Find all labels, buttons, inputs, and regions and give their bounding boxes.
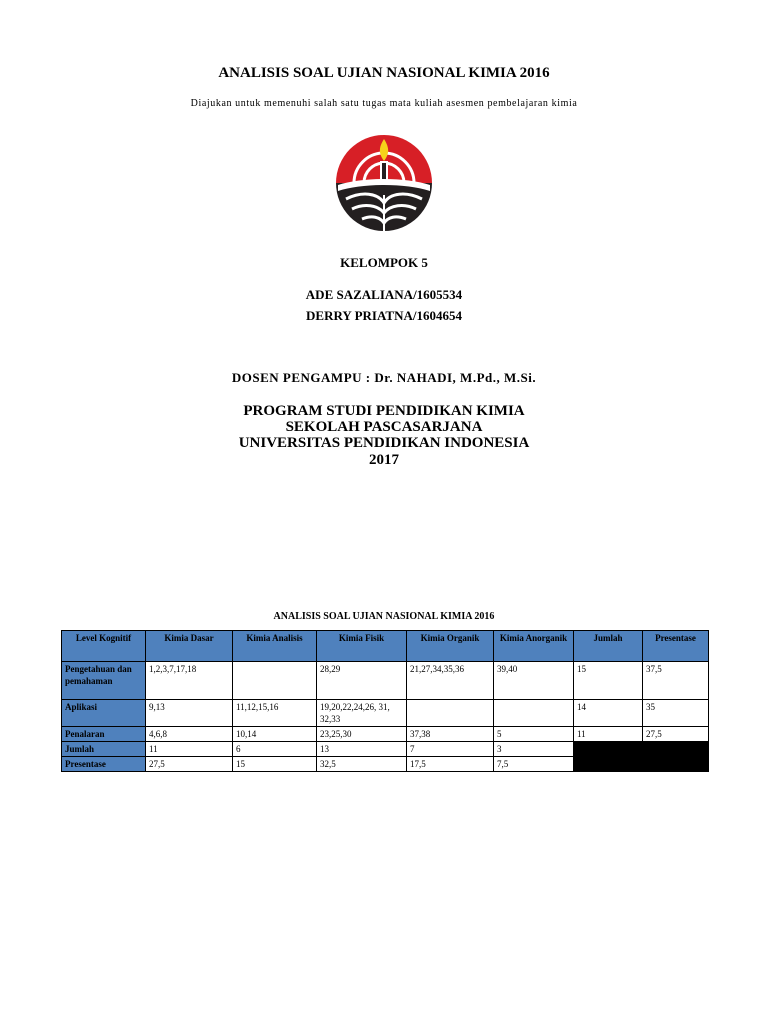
- table-cell: 37,38: [407, 727, 494, 742]
- column-header: Kimia Anorganik: [494, 631, 574, 662]
- table-cell: 11: [574, 727, 643, 742]
- table-cell: 23,25,30: [317, 727, 407, 742]
- table-cell: 13: [317, 742, 407, 757]
- table-cell: 3: [494, 742, 574, 757]
- table-cell: 17,5: [407, 757, 494, 772]
- table-header-row: [62, 631, 709, 662]
- table-row: [62, 742, 709, 757]
- table-cell: 27,5: [146, 757, 233, 772]
- member-name: DERRY PRIATNA/1604654: [306, 308, 462, 323]
- table-cell: 10,14: [233, 727, 317, 742]
- column-header: Kimia Organik: [407, 631, 494, 662]
- table-cell: 27,5: [643, 727, 709, 742]
- table-cell: [494, 700, 574, 727]
- table-row: [62, 700, 709, 727]
- table-row: [62, 662, 709, 700]
- table-cell: 37,5: [643, 662, 709, 700]
- analysis-table: [61, 630, 709, 772]
- table-cell: 15: [574, 662, 643, 700]
- column-header: Level Kognitif: [62, 631, 146, 662]
- table-cell: 7: [407, 742, 494, 757]
- column-header: Presentase: [643, 631, 709, 662]
- row-label: Penalaran: [62, 727, 146, 742]
- table-cell: 39,40: [494, 662, 574, 700]
- document-title: ANALISIS SOAL UJIAN NASIONAL KIMIA 2016: [218, 65, 550, 81]
- document-subtitle: Diajukan untuk memenuhi salah satu tugas mata kuliah asesmen pembelajaran kimia: [190, 98, 578, 109]
- table-cell: 19,20,22,24,26, 31, 32,33: [317, 700, 407, 727]
- row-label: Pengetahuan dan pemahaman: [62, 662, 146, 700]
- table-cell: 9,13: [146, 700, 233, 727]
- column-header: Kimia Analisis: [233, 631, 317, 662]
- upi-emblem-icon: [332, 133, 436, 237]
- row-label: Aplikasi: [62, 700, 146, 727]
- member-name: ADE SAZALIANA/1605534: [305, 287, 463, 302]
- table-cell: 4,6,8: [146, 727, 233, 742]
- table-cell: 15: [233, 757, 317, 772]
- lecturer-line: DOSEN PENGAMPU : Dr. NAHADI, M.Pd., M.Si.: [231, 370, 537, 385]
- table-cell: 35: [643, 700, 709, 727]
- table-cell: 5: [494, 727, 574, 742]
- row-label: Jumlah: [62, 742, 146, 757]
- table-cell: 21,27,34,35,36: [407, 662, 494, 700]
- row-label: Presentase: [62, 757, 146, 772]
- table-row: [62, 727, 709, 742]
- group-label: KELOMPOK 5: [340, 255, 428, 270]
- column-header: Kimia Fisik: [317, 631, 407, 662]
- school-name: SEKOLAH PASCASARJANA: [285, 419, 483, 435]
- column-header: Kimia Dasar: [146, 631, 233, 662]
- table-cell: [233, 662, 317, 700]
- program-name: PROGRAM STUDI PENDIDIKAN KIMIA: [243, 403, 525, 419]
- table-cell: 7,5: [494, 757, 574, 772]
- table-cell: 28,29: [317, 662, 407, 700]
- table-cell: 32,5: [317, 757, 407, 772]
- table-cell: 6: [233, 742, 317, 757]
- column-header: Jumlah: [574, 631, 643, 662]
- blank-cell: [574, 742, 709, 772]
- table-cell: 11,12,15,16: [233, 700, 317, 727]
- university-name: UNIVERSITAS PENDIDIKAN INDONESIA: [238, 435, 530, 451]
- table-cell: 11: [146, 742, 233, 757]
- table-cell: [407, 700, 494, 727]
- table-title: ANALISIS SOAL UJIAN NASIONAL KIMIA 2016: [273, 611, 495, 622]
- table-cell: 1,2,3,7,17,18: [146, 662, 233, 700]
- table-cell: 14: [574, 700, 643, 727]
- year: 2017: [369, 452, 399, 468]
